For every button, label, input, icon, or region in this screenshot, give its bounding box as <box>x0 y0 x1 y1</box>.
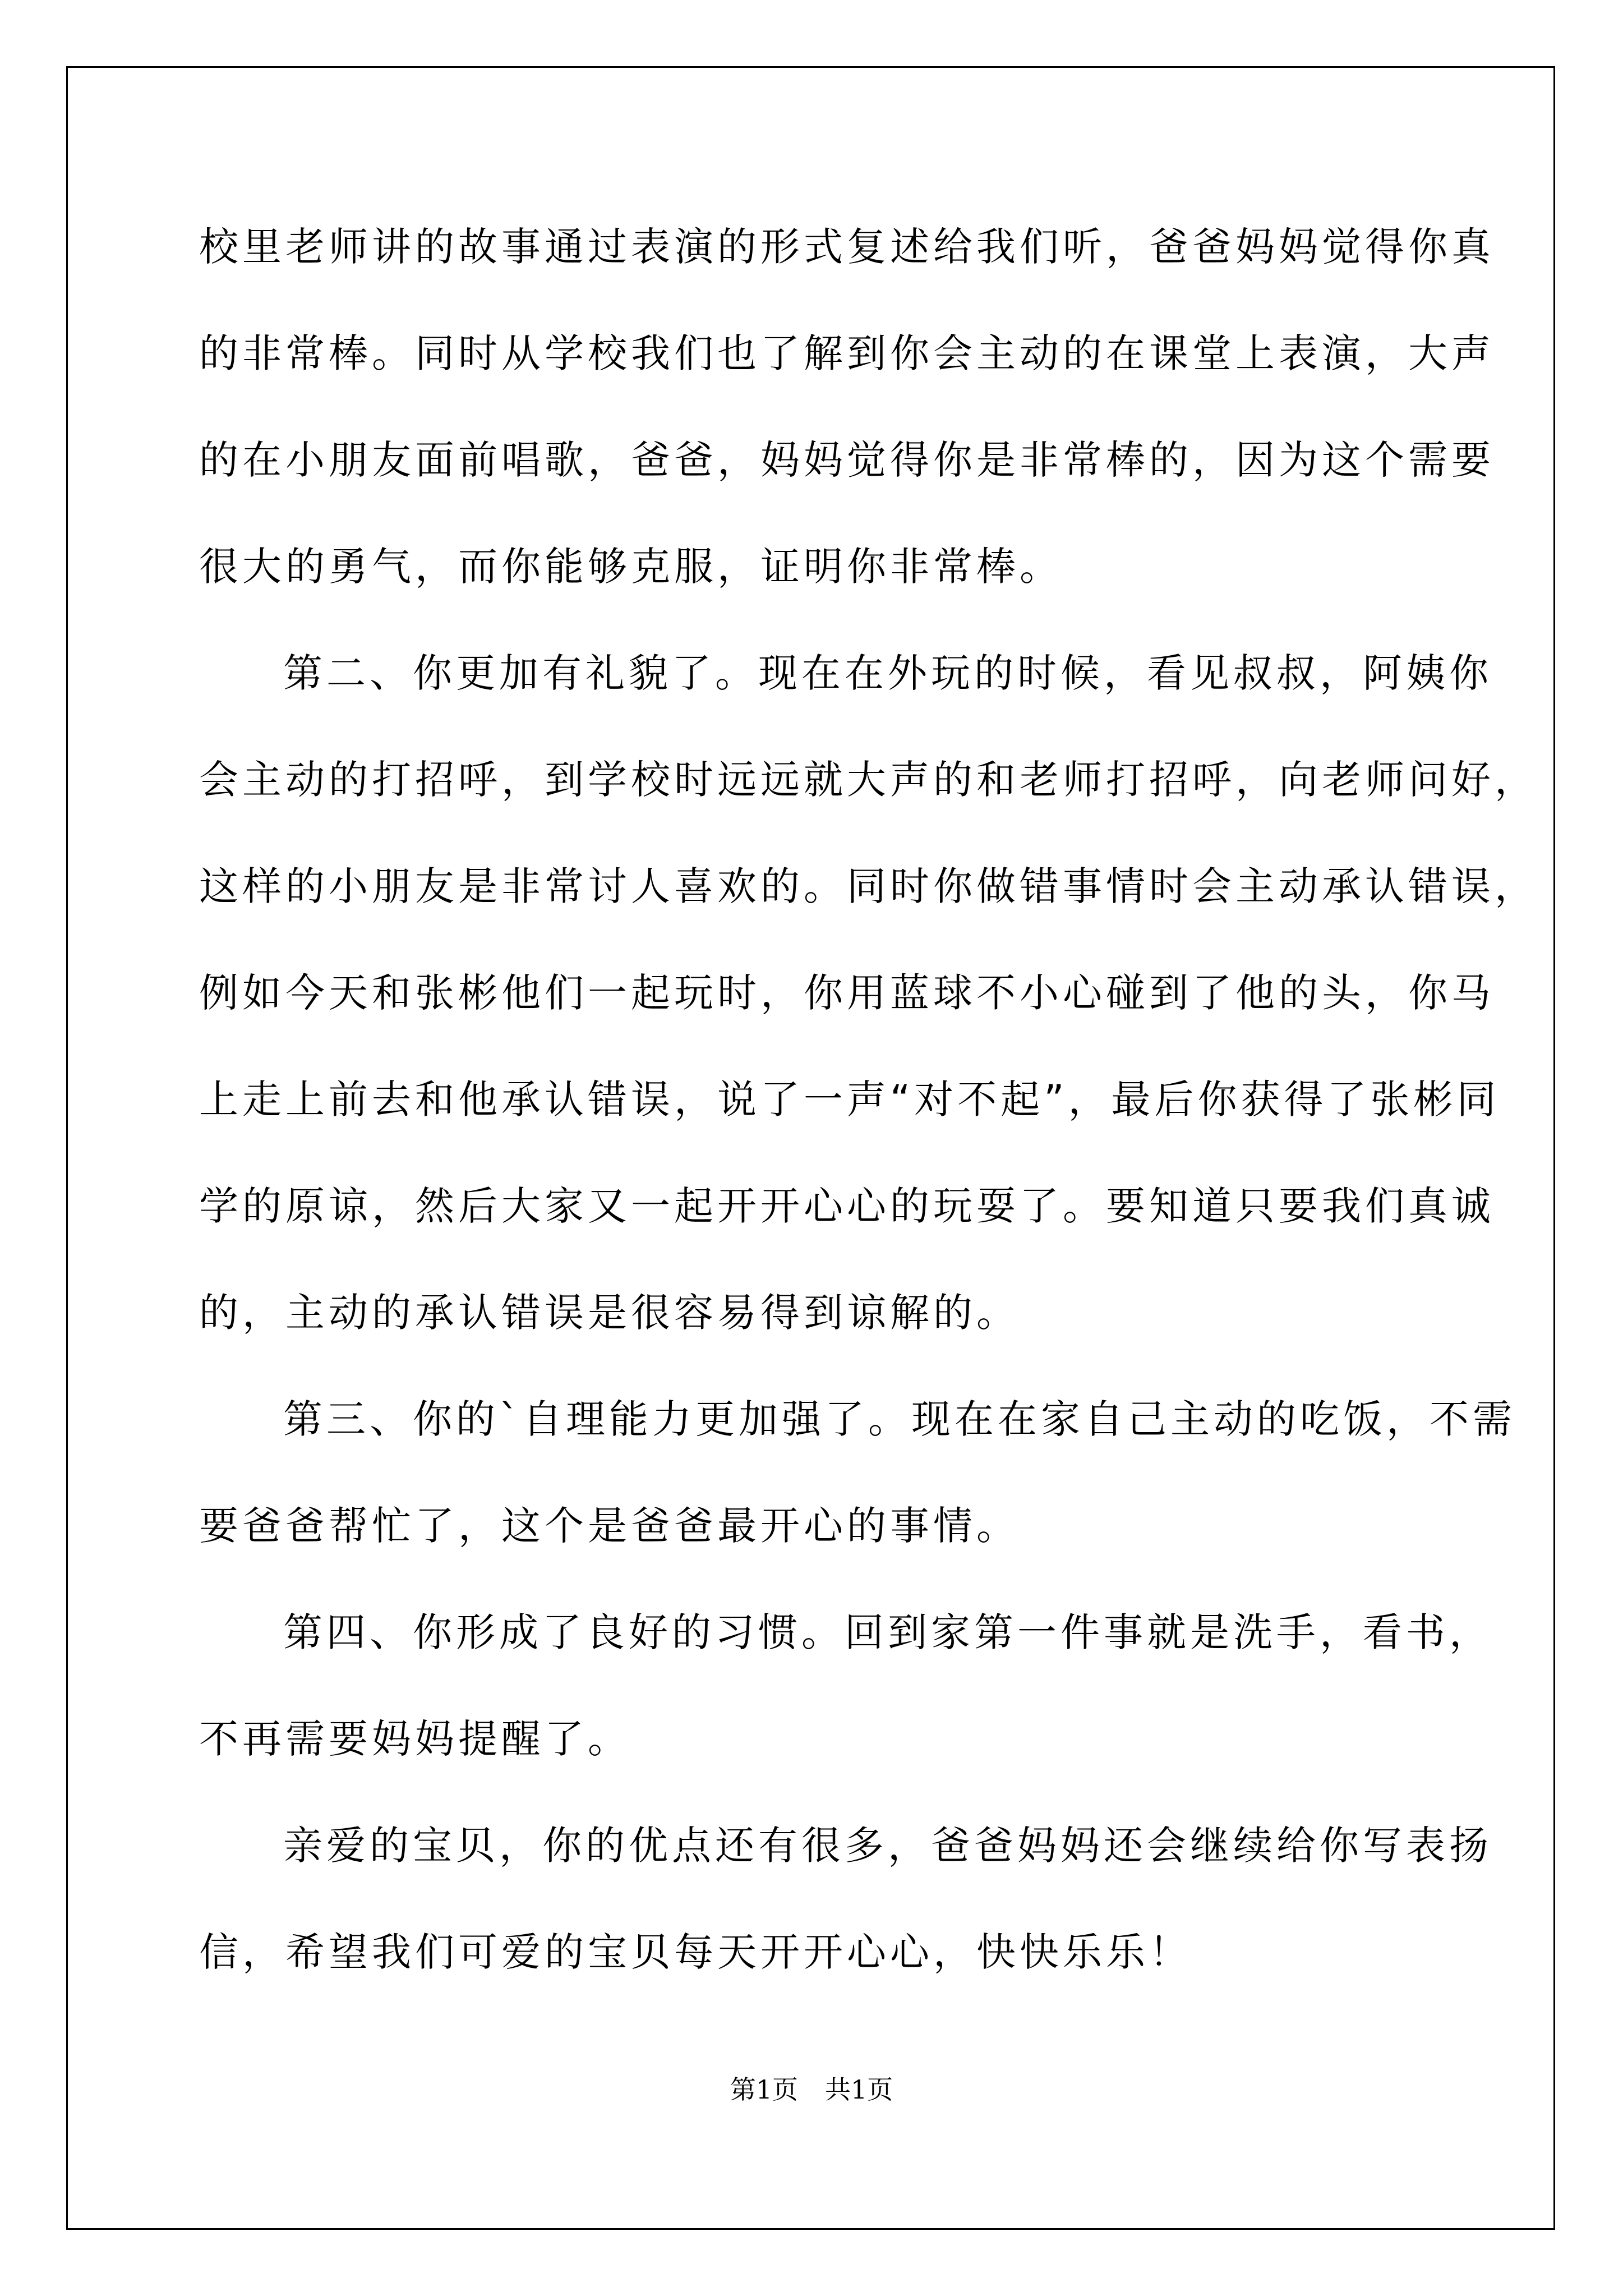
text-line: 例如今天和张彬他们一起玩时，你用蓝球不小心碰到了他的头，你马 <box>199 970 1495 1016</box>
text-line: 很大的勇气，而你能够克服，证明你非常棒。 <box>199 544 1063 590</box>
text-line: 这样的小朋友是非常讨人喜欢的。同时你做错事情时会主动承认错误， <box>199 863 1538 909</box>
text-line: 的，主动的承认错误是很容易得到谅解的。 <box>199 1290 1020 1336</box>
text-line: 要爸爸帮忙了，这个是爸爸最开心的事情。 <box>199 1503 1020 1549</box>
paragraph-start-line: 第四、你形成了良好的习惯。回到家第一件事就是洗手，看书， <box>283 1609 1492 1655</box>
total-pages: 共1页 <box>825 2074 893 2105</box>
text-line: 信，希望我们可爱的宝贝每天开开心心，快快乐乐！ <box>199 1929 1192 1975</box>
text-line: 不再需要妈妈提醒了。 <box>199 1716 631 1762</box>
page-footer <box>0 2073 1623 2106</box>
paragraph-start-line: 第二、你更加有礼貌了。现在在外玩的时候，看见叔叔，阿姨你 <box>283 650 1492 696</box>
paragraph-start-line: 亲爱的宝贝，你的优点还有很多，爸爸妈妈还会继续给你写表扬 <box>283 1823 1492 1869</box>
text-line: 学的原谅，然后大家又一起开开心心的玩耍了。要知道只要我们真诚 <box>199 1183 1495 1229</box>
text-line: 校里老师讲的故事通过表演的形式复述给我们听，爸爸妈妈觉得你真 <box>199 224 1495 270</box>
text-line: 的非常棒。同时从学校我们也了解到你会主动的在课堂上表演，大声 <box>199 330 1495 376</box>
text-line: 上走上前去和他承认错误，说了一声“对不起”，最后你获得了张彬同 <box>199 1076 1500 1122</box>
page-number: 第1页 <box>730 2074 798 2105</box>
text-line: 会主动的打招呼，到学校时远远就大声的和老师打招呼，向老师问好， <box>199 757 1538 803</box>
text-line: 的在小朋友面前唱歌，爸爸，妈妈觉得你是非常棒的，因为这个需要 <box>199 437 1495 483</box>
document-body <box>199 219 1538 2031</box>
paragraph-start-line: 第三、你的`自理能力更加强了。现在在家自己主动的吃饭，不需 <box>283 1396 1516 1442</box>
